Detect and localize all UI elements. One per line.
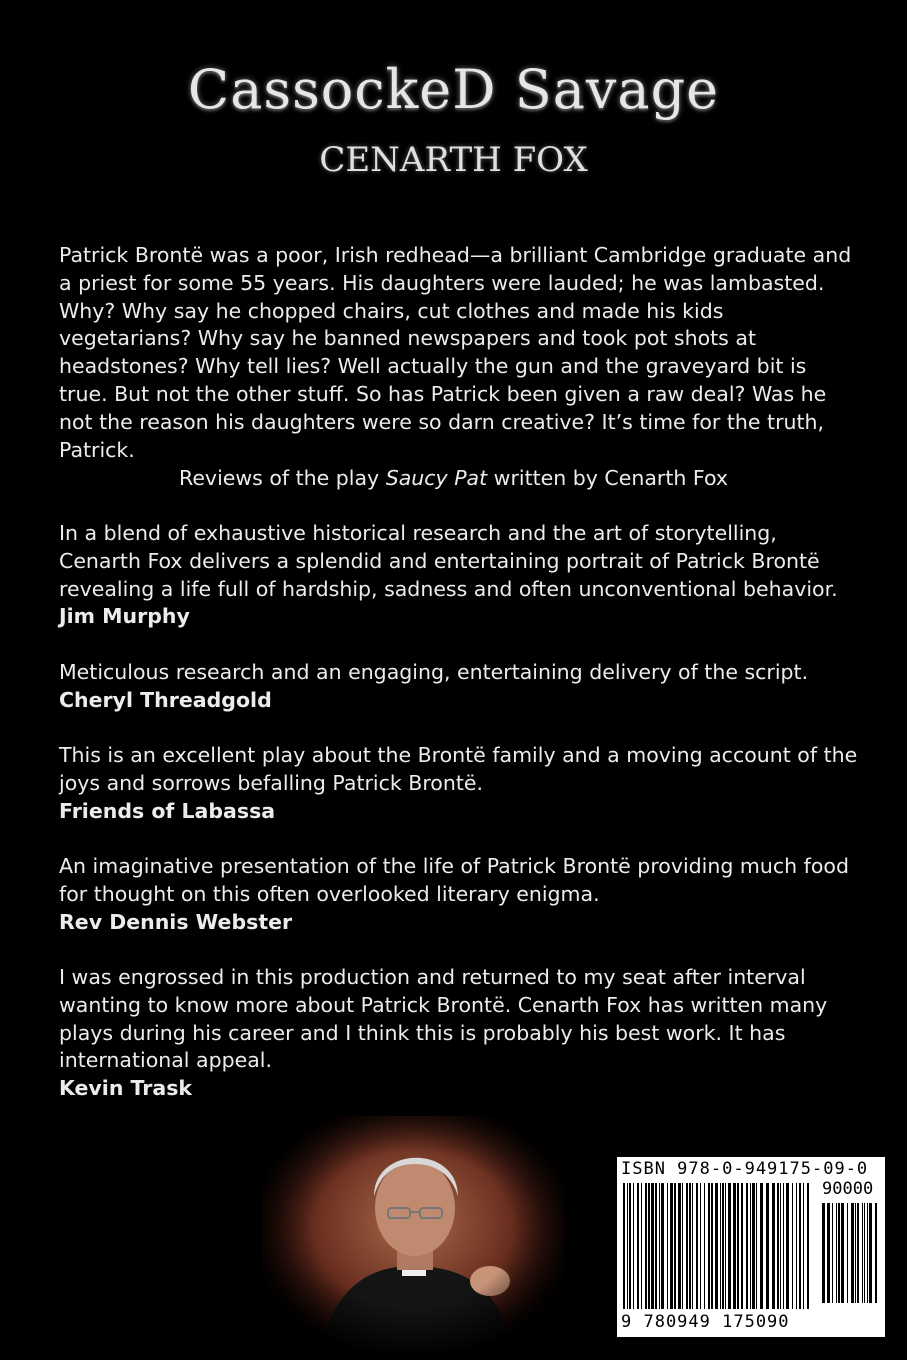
barcode-bar [623, 1183, 625, 1309]
barcode-bar [750, 1183, 751, 1309]
barcode-bar [689, 1183, 691, 1309]
review-4 [59, 853, 859, 936]
barcode-bar [645, 1183, 647, 1309]
barcode-bar [722, 1183, 724, 1309]
play-title: Saucy Pat [385, 466, 488, 490]
barcode-bar [682, 1183, 683, 1309]
isbn-label: ISBN 978-0-949175-09-0 [621, 1159, 869, 1179]
barcode-bar [715, 1183, 718, 1309]
review-5 [59, 964, 859, 1103]
barcode-bar [864, 1203, 865, 1303]
barcode-bar [667, 1183, 668, 1309]
barcode-bar [855, 1203, 856, 1303]
price-code: 90000 [822, 1179, 874, 1199]
barcode-bar [756, 1183, 757, 1309]
barcode-bar [799, 1183, 801, 1309]
isbn-barcode [617, 1157, 885, 1337]
reviewer-name: Rev Dennis Webster [59, 909, 293, 934]
review-quote: An imaginative presentation of the life of Patrick Brontë providing much food for thought on this often overlooked literary enigma. [59, 854, 849, 906]
barcode-bar [720, 1183, 721, 1309]
barcode-bar [777, 1183, 779, 1309]
barcode-bar [783, 1183, 784, 1309]
barcode-bar [796, 1183, 797, 1309]
barcode-bar [737, 1183, 739, 1309]
barcode-bar [700, 1183, 701, 1309]
barcode-bar [696, 1183, 698, 1309]
barcode-bar [869, 1203, 872, 1303]
barcode-bar [822, 1203, 825, 1303]
author-photo [262, 1116, 564, 1352]
author-portrait-illustration [262, 1116, 564, 1352]
barcode-bar [867, 1203, 868, 1303]
barcode-bar [629, 1183, 631, 1309]
barcode-bar [752, 1183, 755, 1309]
barcode-bar [792, 1183, 793, 1309]
review-2 [59, 659, 859, 715]
barcode-bar [661, 1183, 664, 1309]
review-quote: In a blend of exhaustive historical research and the art of storytelling, Cenarth Fox delivers a splendid and entertaining portrait of Patrick Brontë revealing a life full of hardship, sadness and often unconventional behavior. [59, 521, 838, 601]
barcode-bar [832, 1203, 833, 1303]
price-bars [822, 1203, 880, 1305]
reviews-heading-prefix: Reviews of the play [179, 466, 386, 490]
review-1 [59, 520, 859, 631]
book-title: CassockeD Savage [187, 58, 720, 121]
barcode-bar [857, 1203, 859, 1303]
reviewer-name: Cheryl Threadgold [59, 687, 272, 712]
reviews-heading-suffix: written by Cenarth Fox [487, 466, 728, 490]
barcode-bar [637, 1183, 639, 1309]
barcode-bar [686, 1183, 688, 1309]
barcode-bar [766, 1183, 769, 1309]
isbn-digits: 9 780949 175090 [621, 1312, 790, 1332]
barcode-bar [746, 1183, 748, 1309]
barcode-bar [780, 1183, 781, 1309]
barcode-bar [655, 1183, 657, 1309]
barcode-bar [733, 1183, 736, 1309]
review-quote: Meticulous research and an engaging, entertaining delivery of the script. [59, 660, 809, 684]
barcode-bar [648, 1183, 650, 1309]
isbn-bars [623, 1183, 813, 1313]
barcode-bar [670, 1183, 673, 1309]
barcode-bar [704, 1183, 705, 1309]
barcode-bar [627, 1183, 628, 1309]
barcode-bar [851, 1203, 854, 1303]
barcode-bar [862, 1203, 863, 1303]
book-blurb: Patrick Brontë was a poor, Irish redhead—a brilliant Cambridge graduate and a priest for some 55 years. His daughters were lauded; he was lambasted. Why? Why say he chopped chairs, cut clothes and made his kids vegetarians? Why say he banned newspapers and took pot shots at headstones? Why tell lies? Well actually the gun and the graveyard bit is true. But not the other stuff. So has Patrick been given a raw deal? Was he not the reason his daughters were so darn creative? It’s time for the truth, Patrick. [59, 243, 852, 462]
barcode-bar [786, 1183, 789, 1309]
reviewer-name: Kevin Trask [59, 1076, 193, 1101]
barcode-bar [728, 1183, 731, 1309]
barcode-bar [674, 1183, 676, 1309]
barcode-bar [836, 1203, 837, 1303]
barcode-bar [651, 1183, 654, 1309]
review-quote: I was engrossed in this production and returned to my seat after interval wanting to know more about Patrick Brontë. Cenarth Fox has written many plays during his career and I think this is probably his best work. It has international appeal. [59, 965, 828, 1073]
reviews-heading [0, 465, 907, 493]
barcode-bar [847, 1203, 848, 1303]
barcode-bar [841, 1203, 844, 1303]
barcode-bar [725, 1183, 726, 1309]
barcode-bar [741, 1183, 743, 1309]
barcode-bar [875, 1203, 877, 1303]
barcode-bar [807, 1183, 809, 1309]
reviewer-name: Jim Murphy [59, 604, 190, 629]
author-name: CENARTH FOX [319, 140, 588, 180]
review-quote: This is an excellent play about the Brontë family and a moving account of the joys and sorrows befalling Patrick Brontë. [59, 743, 858, 795]
reviewer-name: Friends of Labassa [59, 798, 276, 823]
barcode-bar [711, 1183, 713, 1309]
barcode-bar [692, 1183, 693, 1309]
barcode-bar [760, 1183, 763, 1309]
barcode-bar [827, 1203, 830, 1303]
barcode-bar [772, 1183, 775, 1309]
review-3 [59, 742, 859, 825]
barcode-bar [641, 1183, 642, 1309]
barcode-bar [659, 1183, 660, 1309]
barcode-bar [708, 1183, 710, 1309]
barcode-bar [838, 1203, 840, 1303]
barcode-bar [678, 1183, 681, 1309]
barcode-bar [803, 1183, 804, 1309]
barcode-bar [633, 1183, 634, 1309]
